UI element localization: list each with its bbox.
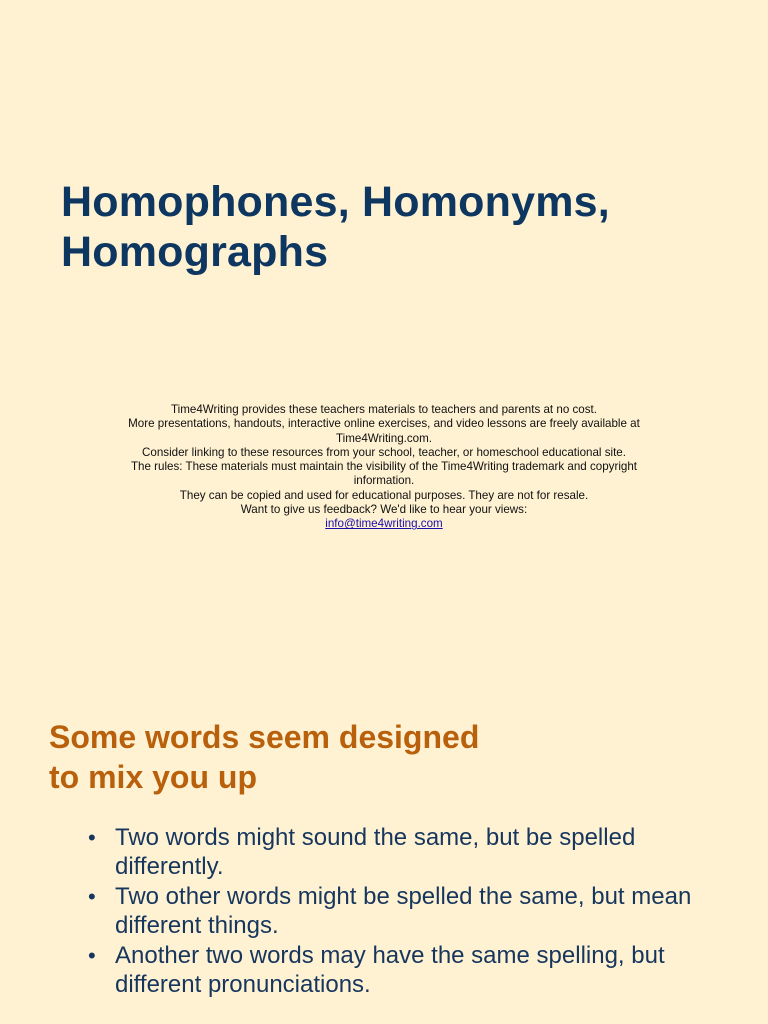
notice-line: They can be copied and used for educational purposes. They are not for resale.: [179, 488, 589, 502]
list-item: [88, 823, 708, 881]
section-heading-line: Some words seem designed: [49, 719, 480, 755]
content-slide: [0, 680, 768, 1024]
bullet-icon: •: [88, 884, 96, 909]
notice-line: Time4Writing.com.: [336, 431, 432, 445]
email-link[interactable]: info@time4writing.com: [325, 517, 443, 531]
section-heading-line: to mix you up: [49, 759, 257, 795]
list-item: [88, 882, 708, 940]
slide-title-line: Homographs: [61, 228, 329, 276]
notice-line: Want to give us feedback? We'd like to hear your views:: [240, 503, 528, 517]
bullet-icon: •: [88, 825, 96, 850]
notice-line: The rules: These materials must maintain the visibility of the Time4Writing trademark and copyright: [130, 460, 638, 474]
notice-line: [84, 517, 684, 531]
notice-line: More presentations, handouts, interactive online exercises, and video lessons are freely available at: [128, 417, 640, 431]
bullet-list: [88, 823, 708, 1000]
bullet-icon: •: [88, 943, 96, 968]
notice-line: Consider linking to these resources from your school, teacher, or homeschool educational site.: [142, 445, 626, 459]
bullet-text: Two words might sound the same, but be spelled differently.: [115, 824, 636, 880]
section-heading: [49, 717, 479, 797]
usage-notice: [84, 403, 684, 532]
slide-title: [61, 177, 610, 277]
bullet-text: Another two words may have the same spelling, but different pronunciations.: [115, 942, 665, 998]
notice-line: Time4Writing provides these teachers materials to teachers and parents at no cost.: [171, 403, 597, 416]
notice-line: information.: [353, 474, 415, 488]
slide-title-line: Homophones, Homonyms,: [61, 178, 610, 226]
list-item: [88, 941, 708, 999]
bullet-text: Two other words might be spelled the same, but mean different things.: [115, 883, 692, 939]
